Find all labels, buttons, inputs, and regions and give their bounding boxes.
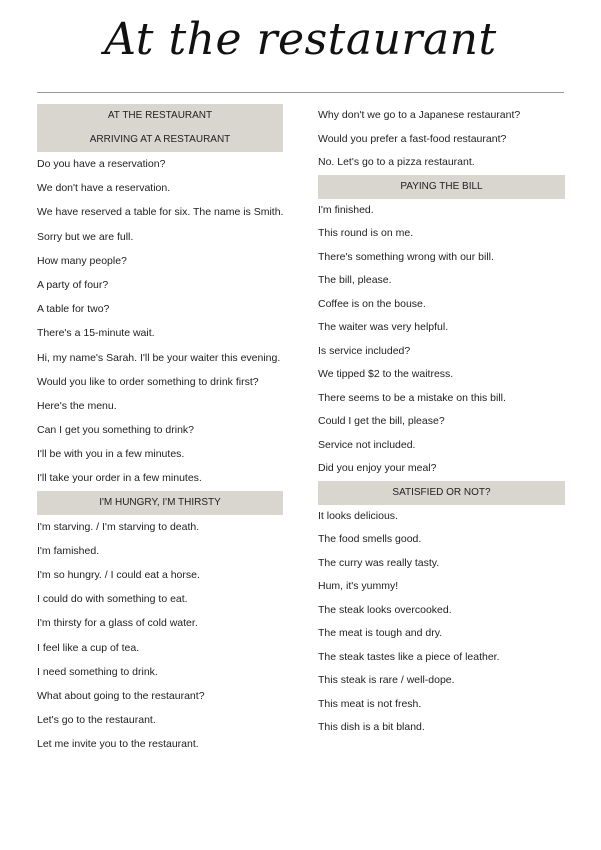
phrase-item: I feel like a cup of tea.: [37, 641, 140, 654]
section-header-hungry: [37, 491, 283, 515]
phrase-item: Would you prefer a fast-food restaurant?: [318, 132, 507, 145]
section-header-line: ARRIVING AT A RESTAURANT: [89, 134, 231, 145]
phrase-item: I'm so hungry. / I could eat a horse.: [37, 569, 200, 581]
phrase-item: I'm famished.: [37, 544, 100, 557]
phrase-item: Let me invite you to the restaurant.: [37, 738, 199, 751]
phrase-item: What about going to the restaurant?: [37, 689, 205, 702]
title-divider: [37, 92, 564, 93]
phrase-item: I'm thirsty for a glass of cold water.: [37, 617, 198, 630]
phrase-item: I need something to drink.: [37, 665, 158, 678]
left-column: [37, 104, 283, 757]
right-column: [318, 104, 565, 740]
phrase-item: The bill, please.: [318, 274, 392, 286]
restaurant-choice-list: [318, 104, 565, 175]
section-header-line: I'M HUNGRY, I'M THIRSTY: [99, 496, 221, 508]
phrase-item: A party of four?: [37, 278, 109, 291]
phrase-item: Could I get the bill, please?: [318, 415, 445, 427]
section-header-arriving: [37, 104, 283, 152]
hungry-phrase-list: [37, 515, 283, 757]
phrase-item: I'll take your order in a few minutes.: [37, 472, 202, 485]
phrase-item: Sorry but we are full.: [37, 230, 134, 243]
phrase-item: There's something wrong with our bill.: [318, 250, 494, 263]
phrase-item: We don't have a reservation.: [37, 182, 171, 195]
phrase-item: Would you like to order something to drink first?: [37, 375, 259, 388]
phrase-item: No. Let's go to a pizza restaurant.: [318, 156, 475, 168]
phrase-item: This dish is a bit bland.: [318, 721, 425, 733]
phrase-item: The steak looks overcooked.: [318, 603, 452, 616]
phrase-item: Hum, it's yummy!: [318, 580, 399, 592]
phrase-item: This steak is rare / well-dope.: [318, 674, 455, 686]
phrase-item: The food smells good.: [318, 533, 422, 545]
phrase-item: Service not included.: [318, 438, 416, 451]
phrase-item: The curry was really tasty.: [318, 556, 440, 569]
phrase-item: Did you enjoy your meal?: [318, 462, 437, 474]
phrase-item: The waiter was very helpful.: [318, 321, 449, 333]
phrase-item: This round is on me.: [318, 227, 414, 239]
section-header-bill: [318, 175, 565, 199]
phrase-item: The meat is tough and dry.: [318, 627, 443, 639]
phrase-item: There's a 15-minute wait.: [37, 327, 155, 340]
phrase-item: Here's the menu.: [37, 399, 117, 412]
phrase-item: Coffee is on the bouse.: [318, 297, 426, 310]
arriving-phrase-list: [37, 152, 283, 491]
phrase-item: Is service included?: [318, 344, 411, 357]
phrase-item: Why don't we go to a Japanese restaurant?: [318, 109, 521, 121]
phrase-item: We tipped $2 to the waitress.: [318, 368, 454, 380]
phrase-item: This meat is not fresh.: [318, 697, 422, 710]
phrase-item: The steak tastes like a piece of leather.: [318, 650, 500, 663]
phrase-item: I could do with something to eat.: [37, 593, 188, 606]
section-header-line: AT THE RESTAURANT: [107, 110, 213, 121]
phrase-item: Do you have a reservation?: [37, 158, 166, 170]
phrase-item: How many people?: [37, 254, 127, 267]
phrase-item: We have reserved a table for six. The name is Smith.: [37, 206, 284, 219]
satisfied-phrase-list: [318, 505, 565, 740]
phrase-item: I'm starving. / I'm starving to death.: [37, 520, 200, 533]
phrase-item: I'll be with you in a few minutes.: [37, 448, 185, 461]
section-header-satisfied: [318, 481, 565, 505]
phrase-item: A table for two?: [37, 303, 110, 316]
section-header-line: SATISFIED OR NOT?: [392, 486, 491, 498]
phrase-item: I'm finished.: [318, 203, 374, 216]
phrase-item: Can I get you something to drink?: [37, 424, 195, 437]
page-title: At the restaurant: [104, 14, 497, 65]
section-header-line: PAYING THE BILL: [400, 180, 483, 192]
bill-phrase-list: [318, 199, 565, 481]
phrase-item: Let's go to the restaurant.: [37, 714, 156, 727]
phrase-item: Hi, my name's Sarah. I'll be your waiter this evening.: [37, 351, 281, 364]
phrase-item: It looks delicious.: [318, 509, 398, 522]
phrase-item: There seems to be a mistake on this bill.: [318, 391, 506, 404]
